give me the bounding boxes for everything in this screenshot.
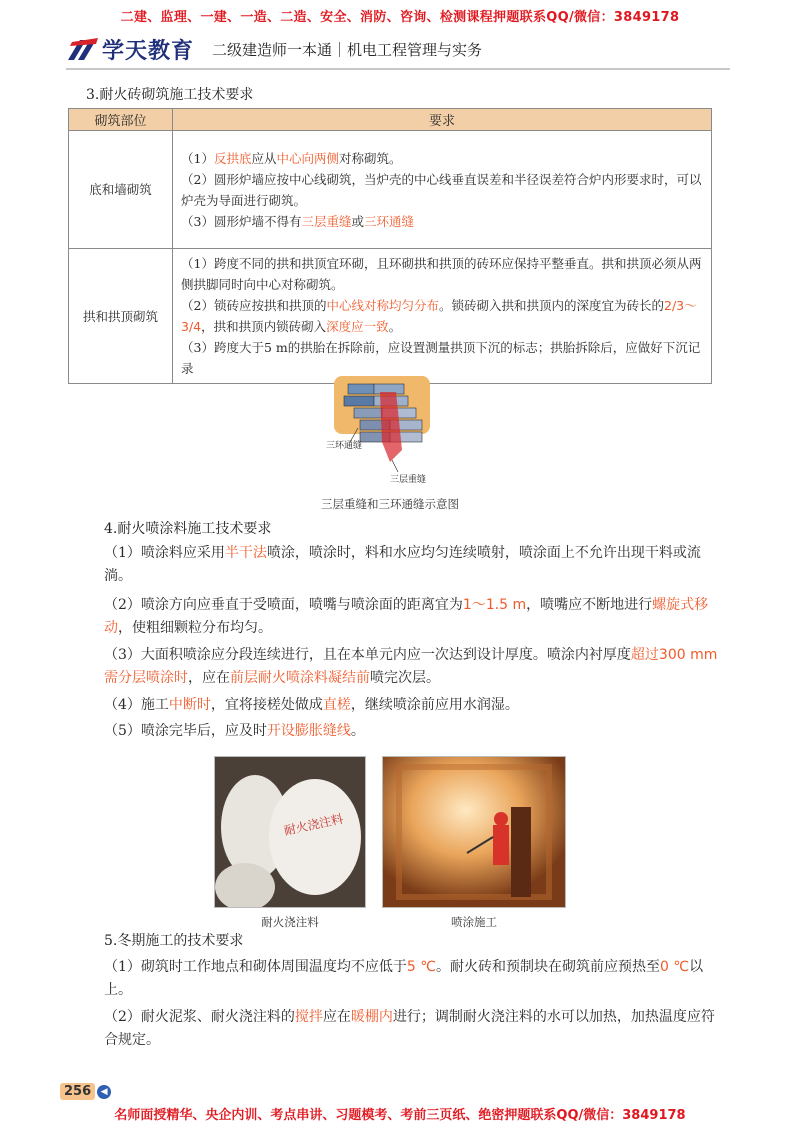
section-title-4: 4.耐火喷涂料施工技术要求 <box>104 521 272 537</box>
text-segment: 。 <box>350 723 365 739</box>
highlight-text: 半干法 <box>224 545 267 561</box>
page-number <box>60 1083 111 1100</box>
promo-banner-bottom: 名师面授精华、央企内训、考点串讲、习题模考、考前三页纸、绝密押题联系QQ/微信：3849178 <box>114 1108 686 1123</box>
highlight-text: 反拱底 <box>213 150 252 166</box>
book-subtitle: 二级建造师一本通｜机电工程管理与实务 <box>212 40 483 59</box>
text-segment: （3）大面积喷涂应分段连续进行，且在本单元内应一次达到设计厚度。喷涂内衬厚度 <box>104 647 631 663</box>
text-segment: 。 <box>388 319 402 334</box>
text-segment: 。耐火砖和预制块在砌筑前应预热至 <box>436 959 660 975</box>
brand-logo <box>66 34 194 65</box>
text-segment: （2）圆形炉墙应按中心线砌筑，当炉壳的中心线垂直误差和半径误差符合炉内形要求时，可以炉壳为导面进行砌筑。 <box>181 171 702 208</box>
highlight-text: 螺旋式移动 <box>104 597 709 636</box>
highlight-text: 0 ℃ <box>660 959 690 975</box>
text-segment: （1）跨度不同的拱和拱顶宜环砌，且环砌拱和拱顶的砖环应保持平整垂直。拱和拱顶必须从两侧拱脚同时向中心对称砌筑。 <box>181 256 702 292</box>
highlight-text: 5 ℃ <box>406 959 436 975</box>
text-segment: 。锁砖砌入拱和拱顶内的深度宜为砖长的 <box>438 298 664 313</box>
label-three-layer: 三层重缝 <box>390 475 427 485</box>
text-segment: （3）跨度大于5 m的拱胎在拆除前，应设置测量拱顶下沉的标志；拱胎拆除后，应做好下沉记录 <box>181 340 701 376</box>
cell-line <box>181 295 703 337</box>
text-segment: 应从 <box>251 150 277 166</box>
page-header <box>66 32 726 66</box>
text-segment: （4）施工 <box>104 697 169 713</box>
page-arrow-icon: ◀ <box>97 1085 111 1099</box>
text-segment: ，继续喷涂前应用水润湿。 <box>350 697 519 713</box>
highlight-text: 搅拌 <box>294 1009 323 1025</box>
paragraph <box>104 694 724 717</box>
text-segment: （3）圆形炉墙不得有 <box>181 213 302 229</box>
text-segment: （2）锁砖应按拱和拱顶的 <box>181 298 327 313</box>
table-cell-content <box>173 249 712 384</box>
bag-label: 耐火浇注料 <box>282 811 345 838</box>
highlight-text: 1～1.5 m <box>462 597 527 613</box>
text-segment: （1）砌筑时工作地点和砌体周围温度均不应低于 <box>104 959 407 975</box>
photo-caption: 喷涂施工 <box>451 915 497 929</box>
text-segment: （2）耐火泥浆、耐火浇注料的 <box>104 1009 295 1025</box>
requirements-table <box>68 108 712 384</box>
text-segment: ，使粗细颗粒分布均匀。 <box>118 620 272 636</box>
text-segment: ，拱和拱顶内锁砖砌入 <box>201 319 327 334</box>
table-cell-content <box>173 131 712 249</box>
highlight-text: 深度应一致 <box>326 319 389 334</box>
highlight-text: 暖棚内 <box>350 1009 393 1025</box>
label-three-ring: 三环通缝 <box>326 441 363 451</box>
table-row <box>69 131 712 249</box>
text-segment: 对称砌筑。 <box>339 150 402 166</box>
section-title-5: 5.冬期施工的技术要求 <box>104 933 244 949</box>
header-divider <box>66 68 730 70</box>
highlight-text: 中断时 <box>168 697 211 713</box>
highlight-text: 三环通缝 <box>364 213 415 229</box>
highlight-text: 超过300 mm需分层喷涂时 <box>104 647 718 686</box>
cell-line <box>181 211 703 232</box>
paragraph <box>104 644 724 690</box>
figure-caption: 三层重缝和三环通缝示意图 <box>321 497 459 511</box>
photo-refractory-castable <box>214 756 366 908</box>
text-segment: 进行；调制耐火浇注料的水可以加热，加热温度应符合规定。 <box>104 1009 715 1048</box>
page-number-value: 256 <box>60 1083 95 1100</box>
highlight-text: 中心线对称均匀分布 <box>326 298 439 313</box>
text-segment: 或 <box>351 213 364 229</box>
table-header-requirement: 要求 <box>173 109 712 131</box>
text-segment: ，喷嘴应不断地进行 <box>526 597 653 613</box>
table-header-part: 砌筑部位 <box>69 109 173 131</box>
text-segment: 以上。 <box>104 959 704 998</box>
table-row <box>69 249 712 384</box>
cell-line <box>181 253 703 295</box>
paragraph <box>104 1006 724 1052</box>
promo-banner-top: 二建、监理、一建、一造、二造、安全、消防、咨询、检测课程押题联系QQ/微信：3849178 <box>120 10 680 25</box>
paragraph <box>104 542 724 588</box>
highlight-text: 开设膨胀缝线 <box>266 723 351 739</box>
table-cell-part: 拱和拱顶砌筑 <box>69 249 173 384</box>
photo-caption: 耐火浇注料 <box>261 915 319 929</box>
logo-text: 学天教育 <box>102 38 195 64</box>
paragraph <box>104 594 724 640</box>
text-segment: （1）喷涂料应采用 <box>104 545 225 561</box>
section-title-3: 3.耐火砖砌筑施工技术要求 <box>86 87 254 103</box>
text-segment: 喷涂，喷涂时，料和水应均匀连续喷射，喷涂面上不允许出现干料或流淌。 <box>104 545 701 584</box>
table-cell-part: 底和墙砌筑 <box>69 131 173 249</box>
joint-diagram <box>320 372 440 492</box>
logo-icon <box>66 36 100 62</box>
tunnel-illustration <box>383 757 566 908</box>
bags-illustration <box>215 757 366 908</box>
highlight-text: 中心向两侧 <box>276 150 339 166</box>
text-segment: ，宜将接槎处做成 <box>210 697 323 713</box>
cell-line <box>181 148 703 169</box>
highlight-text: 前层耐火喷涂料凝结前 <box>230 670 370 686</box>
paragraph <box>104 720 724 743</box>
cell-line <box>181 169 703 211</box>
text-segment: （1） <box>181 150 214 166</box>
text-segment: 喷完次层。 <box>370 670 440 686</box>
text-segment: ，应在 <box>188 670 230 686</box>
text-segment: （2）喷涂方向应垂直于受喷面，喷嘴与喷涂面的距离宜为 <box>104 597 463 613</box>
cell-line <box>181 337 703 379</box>
highlight-text: 2/3～3/4 <box>181 298 697 334</box>
highlight-text: 三层重缝 <box>301 213 352 229</box>
text-segment: 应在 <box>322 1009 351 1025</box>
paragraph <box>104 956 724 1002</box>
photo-spray-construction <box>382 756 566 908</box>
highlight-text: 直槎 <box>322 697 351 713</box>
text-segment: （5）喷涂完毕后，应及时 <box>104 723 267 739</box>
